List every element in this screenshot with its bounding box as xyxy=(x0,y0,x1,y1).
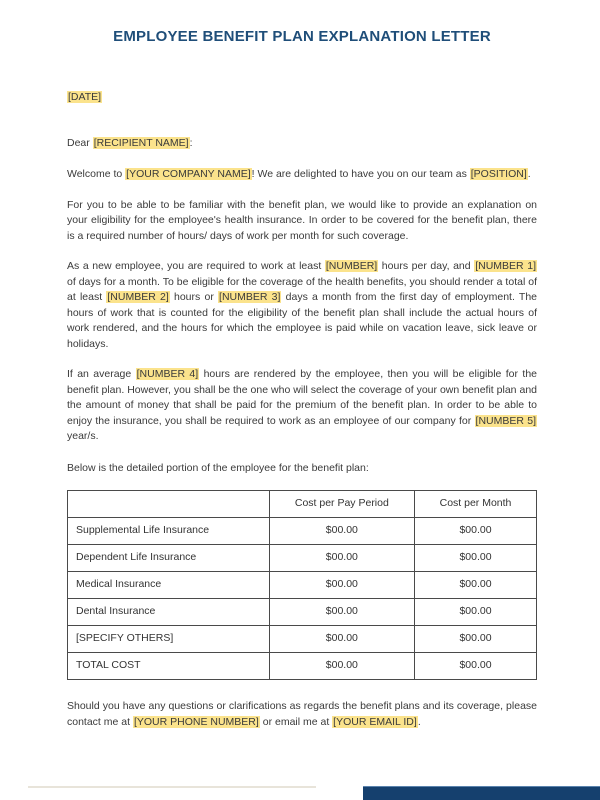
requirements-text: of days for a month. To be eligible for the coverage of the health benefits, you should render a total of at least xyxy=(67,275,537,303)
date-placeholder: [DATE] xyxy=(68,91,102,103)
requirements-text: As a new employee, you are required to work at least xyxy=(67,260,325,272)
average-hours-paragraph xyxy=(67,367,537,445)
number-1-placeholder: [NUMBER 1] xyxy=(475,260,536,272)
table-row xyxy=(68,626,537,653)
number-3-placeholder: [NUMBER 3] xyxy=(219,291,281,303)
requirements-text: hours or xyxy=(169,291,219,303)
salutation-prefix: Dear xyxy=(67,136,93,149)
welcome-paragraph xyxy=(67,167,537,183)
header-cost-per-month: Cost per Month xyxy=(415,491,537,518)
number-2-placeholder: [NUMBER 2] xyxy=(107,291,169,303)
row-label: Dental Insurance xyxy=(68,599,270,626)
welcome-text: . xyxy=(527,168,531,180)
number-5-placeholder: [NUMBER 5] xyxy=(475,414,536,427)
requirements-text: hours per day, and xyxy=(378,260,475,272)
table-row xyxy=(68,599,537,626)
row-pay-period-cost: $00.00 xyxy=(269,572,414,599)
table-row-total xyxy=(68,653,537,680)
row-month-cost: $00.00 xyxy=(415,545,537,572)
row-label: Supplemental Life Insurance xyxy=(68,518,270,545)
header-cost-per-pay-period: Cost per Pay Period xyxy=(269,491,414,518)
table-header-row xyxy=(68,491,537,518)
row-pay-period-cost: $00.00 xyxy=(269,545,414,572)
row-month-cost: $00.00 xyxy=(415,599,537,626)
average-text: year/s. xyxy=(67,430,99,442)
page-edge-shadow xyxy=(28,786,316,788)
requirements-paragraph xyxy=(67,259,537,352)
row-month-cost: $00.00 xyxy=(415,626,537,653)
company-name-placeholder: [YOUR COMPANY NAME] xyxy=(126,168,251,180)
table-row xyxy=(68,572,537,599)
row-pay-period-cost: $00.00 xyxy=(269,653,414,680)
footer-accent-bar xyxy=(363,786,600,800)
recipient-name-placeholder: [RECIPIENT NAME] xyxy=(93,136,189,149)
requirements-text: days a month from the first day of employment. The hours of work that is counted for the eligibility of the benefit plan shall include the actual hours of work rendered, and the hours for which the employee is paid while on vacation leave, sick leave or holidays. xyxy=(67,291,538,350)
closing-paragraph xyxy=(67,699,537,730)
average-text: hours are rendered by the employee, then you will be eligible for the benefit plan. However, you shall be the one who will select the coverage of your own benefit plan and the amount of money that shall be paid for the premium of the benefit plan. In order to be able to enjoy the insurance, you shall be required to work as an employee of our company for xyxy=(67,368,538,427)
row-month-cost: $00.00 xyxy=(415,572,537,599)
table-row xyxy=(68,545,537,572)
table-row xyxy=(68,518,537,545)
row-label-specify-others: [SPECIFY OTHERS] xyxy=(68,626,270,653)
welcome-text: ! We are delighted to have you on our team as xyxy=(251,168,470,180)
row-label: Medical Insurance xyxy=(68,572,270,599)
salutation-suffix: : xyxy=(189,136,193,149)
table-intro: Below is the detailed portion of the employee for the benefit plan: xyxy=(67,461,369,474)
average-text: If an average xyxy=(67,368,136,380)
row-label-total-cost: TOTAL COST xyxy=(68,653,270,680)
row-pay-period-cost: $00.00 xyxy=(269,599,414,626)
email-id-placeholder: [YOUR EMAIL ID] xyxy=(333,715,417,728)
row-label: Dependent Life Insurance xyxy=(68,545,270,572)
row-pay-period-cost: $00.00 xyxy=(269,626,414,653)
eligibility-paragraph: For you to be able to be familiar with the benefit plan, we would like to provide an explanation on your eligibility for the employee's health insurance. In order to be covered for the benefit plan, there is a required number of hours/ days of work per month for such coverage. xyxy=(67,198,537,242)
row-month-cost: $00.00 xyxy=(415,518,537,545)
header-blank-cell xyxy=(68,491,270,518)
salutation-line xyxy=(67,136,537,152)
number-4-placeholder: [NUMBER 4] xyxy=(136,368,199,380)
number-placeholder: [NUMBER] xyxy=(325,260,378,272)
phone-number-placeholder: [YOUR PHONE NUMBER] xyxy=(133,715,259,728)
document-title: EMPLOYEE BENEFIT PLAN EXPLANATION LETTER xyxy=(113,28,491,45)
welcome-text: Welcome to xyxy=(67,168,126,180)
position-placeholder: [POSITION] xyxy=(470,168,527,180)
row-month-cost: $00.00 xyxy=(415,653,537,680)
date-line xyxy=(67,90,537,106)
closing-text: Should you have any questions or clarifications as regards the benefit plans and its coverage, please contact me at xyxy=(67,700,537,728)
closing-text: . xyxy=(417,715,421,728)
benefit-cost-table xyxy=(67,490,537,680)
closing-text: or email me at xyxy=(259,715,333,728)
row-pay-period-cost: $00.00 xyxy=(269,518,414,545)
